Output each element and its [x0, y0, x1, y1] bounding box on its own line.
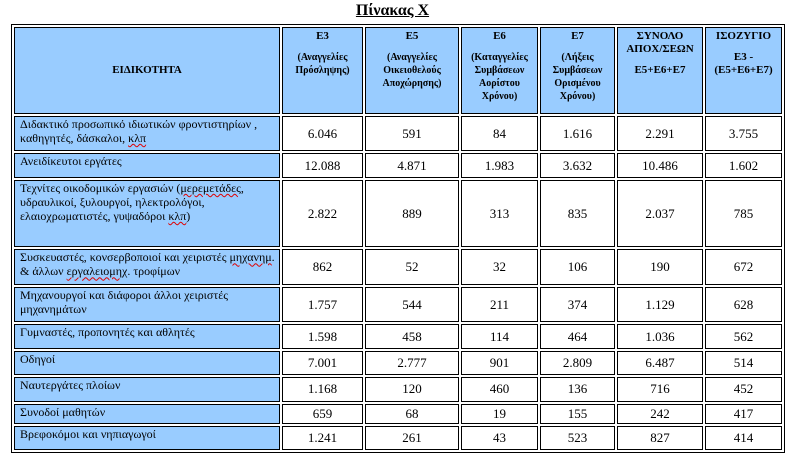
- header-row: [14, 27, 782, 114]
- cell-value: 1.602: [705, 153, 782, 177]
- cell-value: 120: [365, 377, 459, 401]
- cell-value: 460: [461, 377, 538, 401]
- cell-value: 901: [461, 351, 538, 375]
- cell-value: 4.871: [365, 153, 459, 177]
- cell-value: 261: [365, 426, 459, 450]
- row-label: Διδακτικό προσωπικό ιδιωτικών φροντιστηρίων , καθηγητές, δάσκαλοι, κλπ: [14, 116, 280, 151]
- cell-value: 3.632: [540, 153, 615, 177]
- cell-value: 659: [282, 404, 363, 424]
- table-row: [14, 180, 782, 248]
- cell-value: 523: [540, 426, 615, 450]
- cell-value: 68: [365, 404, 459, 424]
- cell-value: 1.168: [282, 377, 363, 401]
- cell-value: 3.755: [705, 116, 782, 151]
- cell-value: 32: [461, 249, 538, 284]
- row-label: Συνοδοί μαθητών: [14, 404, 280, 424]
- table-title: Πίνακας Χ: [355, 2, 430, 19]
- data-table: [11, 24, 785, 453]
- row-label: Οδηγοί: [14, 351, 280, 375]
- cell-value: 114: [461, 324, 538, 348]
- cell-value: 1.241: [282, 426, 363, 450]
- cell-value: 1.616: [540, 116, 615, 151]
- cell-value: 10.486: [617, 153, 703, 177]
- table-row: [14, 249, 782, 284]
- cell-value: 785: [705, 180, 782, 248]
- cell-value: 2.291: [617, 116, 703, 151]
- cell-value: 136: [540, 377, 615, 401]
- cell-value: 835: [540, 180, 615, 248]
- cell-value: 827: [617, 426, 703, 450]
- cell-value: 1.129: [617, 287, 703, 322]
- cell-value: 889: [365, 180, 459, 248]
- cell-value: 374: [540, 287, 615, 322]
- cell-value: 52: [365, 249, 459, 284]
- cell-value: 2.822: [282, 180, 363, 248]
- cell-value: 2.777: [365, 351, 459, 375]
- table-row: [14, 287, 782, 322]
- cell-value: 190: [617, 249, 703, 284]
- header-col-total: ΣΥΝΟΛΟ ΑΠΟΧ/ΣΕΩΝ Ε5+Ε6+Ε7: [617, 27, 703, 114]
- cell-value: 1.983: [461, 153, 538, 177]
- table-row: [14, 426, 782, 450]
- cell-value: 313: [461, 180, 538, 248]
- cell-value: 6.046: [282, 116, 363, 151]
- header-col-e7: Ε7 (Λήξεις Συμβάσεων Ορισμένου Χρόνου): [540, 27, 615, 114]
- table-row: [14, 377, 782, 401]
- cell-value: 464: [540, 324, 615, 348]
- cell-value: 43: [461, 426, 538, 450]
- header-col-e3: Ε3 (Αναγγελίες Πρόσληψης): [282, 27, 363, 114]
- cell-value: 7.001: [282, 351, 363, 375]
- header-specialty: ΕΙΔΙΚΟΤΗΤΑ: [14, 27, 280, 114]
- header-col-e5: Ε5 (Αναγγελίες Οικειοθελούς Αποχώρησης): [365, 27, 459, 114]
- header-col-balance: ΙΣΟΖΥΓΙΟ Ε3 - (Ε5+Ε6+Ε7): [705, 27, 782, 114]
- table-row: [14, 324, 782, 348]
- cell-value: 155: [540, 404, 615, 424]
- cell-value: 84: [461, 116, 538, 151]
- cell-value: 106: [540, 249, 615, 284]
- table-row: [14, 404, 782, 424]
- cell-value: 12.088: [282, 153, 363, 177]
- row-label: Γυμναστές, προπονητές και αθλητές: [14, 324, 280, 348]
- cell-value: 716: [617, 377, 703, 401]
- cell-value: 458: [365, 324, 459, 348]
- cell-value: 591: [365, 116, 459, 151]
- cell-value: 628: [705, 287, 782, 322]
- cell-value: 1.757: [282, 287, 363, 322]
- cell-value: 211: [461, 287, 538, 322]
- cell-value: 2.809: [540, 351, 615, 375]
- cell-value: 672: [705, 249, 782, 284]
- row-label: Ναυτεργάτες πλοίων: [14, 377, 280, 401]
- cell-value: 544: [365, 287, 459, 322]
- table-row: [14, 351, 782, 375]
- row-label: Τεχνίτες οικοδομικών εργασιών (μερεμετάδες, υδραυλικοί, ξυλουργοί, ηλεκτρολόγοι, ελαιοχρωματιστές, γυψαδόροι κλπ): [14, 180, 280, 248]
- cell-value: 417: [705, 404, 782, 424]
- cell-value: 562: [705, 324, 782, 348]
- row-label: Μηχανουργοί και διάφοροι άλλοι χειριστές μηχανημάτων: [14, 287, 280, 322]
- table-row: [14, 153, 782, 177]
- cell-value: 862: [282, 249, 363, 284]
- row-label: Συσκευαστές, κονσερβοποιοί και χειριστές μηχανημ. & άλλων εργαλειομηχ. τροφίμων: [14, 249, 280, 284]
- table-row: [14, 116, 782, 151]
- header-col-e6: Ε6 (Καταγγελίες Συμβάσεων Αορίστου Χρόνου): [461, 27, 538, 114]
- cell-value: 452: [705, 377, 782, 401]
- cell-value: 242: [617, 404, 703, 424]
- row-label: Βρεφοκόμοι και νηπιαγωγοί: [14, 426, 280, 450]
- row-label: Ανειδίκευτοι εργάτες: [14, 153, 280, 177]
- cell-value: 514: [705, 351, 782, 375]
- cell-value: 1.036: [617, 324, 703, 348]
- cell-value: 6.487: [617, 351, 703, 375]
- cell-value: 19: [461, 404, 538, 424]
- cell-value: 2.037: [617, 180, 703, 248]
- cell-value: 414: [705, 426, 782, 450]
- cell-value: 1.598: [282, 324, 363, 348]
